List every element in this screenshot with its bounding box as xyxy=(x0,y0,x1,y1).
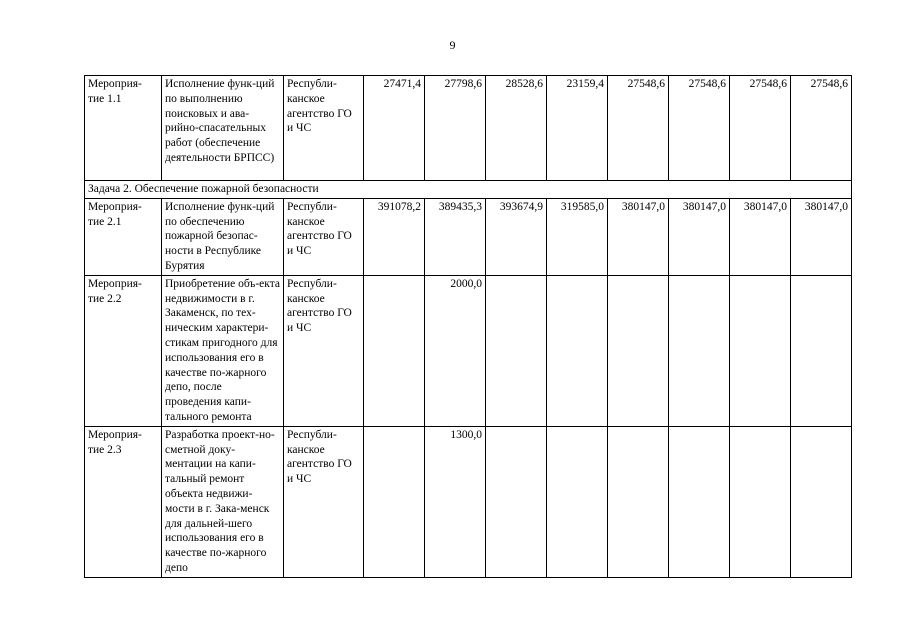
value-cell xyxy=(730,275,791,426)
measure-cell: Мероприя-тие 2.2 xyxy=(85,275,162,426)
value-cell xyxy=(547,275,608,426)
executor-cell: Республи-канское агентство ГО и ЧС xyxy=(284,76,364,181)
measure-cell: Мероприя-тие 2.1 xyxy=(85,198,162,275)
page-number: 9 xyxy=(449,38,456,52)
executor-cell: Республи-канское агентство ГО и ЧС xyxy=(284,198,364,275)
section-row xyxy=(85,181,852,199)
value-cell xyxy=(364,275,425,426)
value-cell xyxy=(486,275,547,426)
value-cell: 27471,4 xyxy=(364,76,425,181)
value-cell xyxy=(791,275,852,426)
value-cell: 380147,0 xyxy=(608,198,669,275)
description-cell: Разработка проект-но-сметной доку-ментации на капи-тальный ремонт объекта недвижи-мости в г. Зака-менск для дальней-шего использования его в качестве по-жарного депо xyxy=(162,426,284,577)
value-cell xyxy=(669,275,730,426)
value-cell: 389435,3 xyxy=(425,198,486,275)
description-cell: Исполнение функ-ций по выполнению поисковых и ава-рийно-спасательных работ (обеспечение деятельности БРПСС) xyxy=(162,76,284,181)
table-row xyxy=(85,198,852,275)
value-cell: 27548,6 xyxy=(608,76,669,181)
value-cell: 23159,4 xyxy=(547,76,608,181)
description-cell: Приобретение объ-екта недвижимости в г. Закаменск, по тех-ническим характери-стикам пригодного для использования его в качестве по-жарного депо, после проведения капи-тального ремонта xyxy=(162,275,284,426)
value-cell: 2000,0 xyxy=(425,275,486,426)
value-cell xyxy=(669,426,730,577)
value-cell xyxy=(730,426,791,577)
value-cell xyxy=(608,275,669,426)
executor-cell: Республи-канское агентство ГО и ЧС xyxy=(284,426,364,577)
value-cell: 1300,0 xyxy=(425,426,486,577)
measure-cell: Мероприя-тие 1.1 xyxy=(85,76,162,181)
program-table xyxy=(84,75,852,578)
table-row xyxy=(85,426,852,577)
value-cell: 28528,6 xyxy=(486,76,547,181)
value-cell: 27548,6 xyxy=(730,76,791,181)
table-row xyxy=(85,76,852,181)
value-cell xyxy=(608,426,669,577)
value-cell: 319585,0 xyxy=(547,198,608,275)
description-cell: Исполнение функ-ций по обеспечению пожарной безопас-ности в Республике Бурятия xyxy=(162,198,284,275)
value-cell: 391078,2 xyxy=(364,198,425,275)
value-cell xyxy=(547,426,608,577)
value-cell: 27548,6 xyxy=(791,76,852,181)
value-cell: 27798,6 xyxy=(425,76,486,181)
executor-cell: Республи-канское агентство ГО и ЧС xyxy=(284,275,364,426)
measure-cell: Мероприя-тие 2.3 xyxy=(85,426,162,577)
value-cell: 393674,9 xyxy=(486,198,547,275)
value-cell: 380147,0 xyxy=(791,198,852,275)
value-cell: 380147,0 xyxy=(669,198,730,275)
value-cell xyxy=(486,426,547,577)
value-cell: 27548,6 xyxy=(669,76,730,181)
section-title: Задача 2. Обеспечение пожарной безопасности xyxy=(85,181,852,199)
value-cell xyxy=(364,426,425,577)
value-cell: 380147,0 xyxy=(730,198,791,275)
table-row xyxy=(85,275,852,426)
value-cell xyxy=(791,426,852,577)
